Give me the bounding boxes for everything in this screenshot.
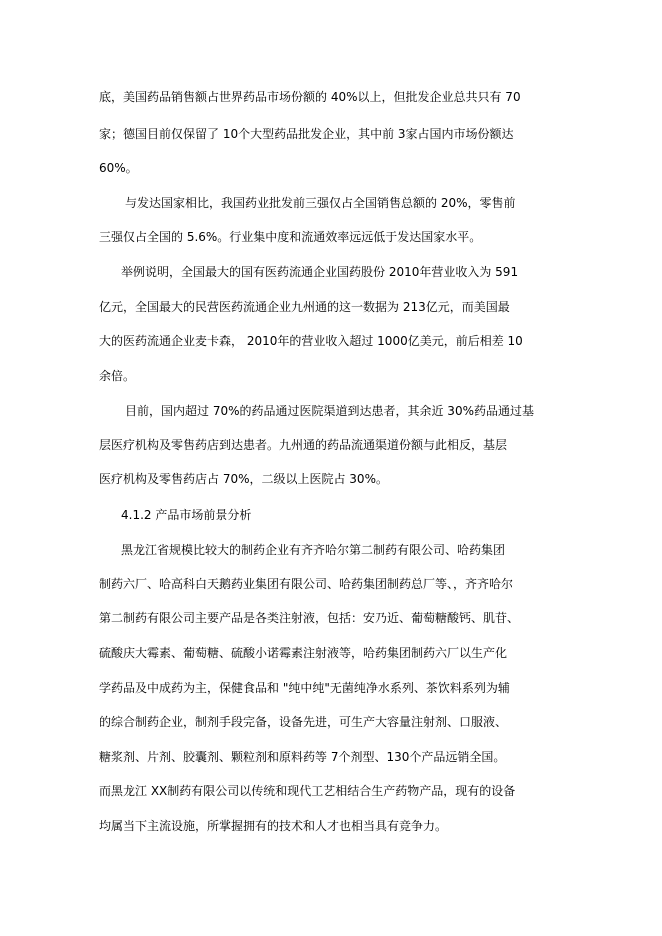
text-line: 60%。 — [99, 161, 138, 175]
text-line: 目前，国内超过 70%的药品通过医院渠道到达患者，其余近 30%药品通过基 — [125, 404, 534, 418]
text-line: 举例说明，全国最大的国有医药流通企业国药股份 2010年营业收入为 591 — [121, 265, 519, 279]
section-heading-text: 4.1.2 产品市场前景分析 — [121, 508, 252, 522]
text-line: 硫酸庆大霉素、葡萄糖、硫酸小诺霉素注射液等，哈药集团制药六厂以生产化 — [99, 646, 508, 660]
text-line: 大的医药流通企业麦卡森， 2010年的营业收入超过 1000亿美元，前后相差 10 — [99, 334, 523, 348]
text-line: 三强仅占全国的 5.6%。行业集中度和流通效率远远低于发达国家水平。 — [99, 230, 482, 244]
text-line: 而黑龙江 XX制药有限公司以传统和现代工艺相结合生产药物产品，现有的设备 — [99, 784, 516, 798]
text-line: 家；德国目前仅保留了 10个大型药品批发企业，其中前 3家占国内市场份额达 — [99, 127, 514, 141]
text-line: 医疗机构及零售药店占 70%，二级以上医院占 30%。 — [99, 472, 388, 486]
text-line: 糖浆剂、片剂、胶囊剂、颗粒剂和原料药等 7个剂型、130个产品远销全国。 — [99, 750, 506, 764]
text-line: 第二制药有限公司主要产品是各类注射液，包括：安乃近、葡萄糖酸钙、肌苷、 — [99, 611, 520, 625]
text-line: 均属当下主流设施，所掌握拥有的技术和人才也相当具有竞争力。 — [99, 819, 448, 833]
text-line: 亿元，全国最大的民营医药流通企业九州通的这一数据为 213亿元，而美国最 — [99, 300, 510, 314]
text-line: 黑龙江省规模比较大的制药企业有齐齐哈尔第二制药有限公司、哈药集团 — [121, 543, 506, 557]
text-line: 制药六厂、哈高科白天鹅药业集团有限公司、哈药集团制药总厂等、，齐齐哈尔 — [99, 577, 514, 591]
text-line: 底，美国药品销售额占世界药品市场份额的 40%以上，但批发企业总共只有 70 — [99, 90, 521, 104]
text-line: 余倍。 — [99, 369, 136, 383]
text-line: 与发达国家相比，我国药业批发前三强仅占全国销售总额的 20%，零售前 — [125, 196, 516, 210]
text-line: 的综合制药企业，制剂手段完备，设备先进，可生产大容量注射剂、口服液、 — [99, 715, 508, 729]
text-line: 学药品及中成药为主，保健食品和 "纯中纯"无菌纯净水系列、茶饮料系列为辅 — [99, 681, 510, 695]
text-line: 层医疗机构及零售药店到达患者。九州通的药品流通渠道份额与此相反，基层 — [99, 438, 508, 452]
